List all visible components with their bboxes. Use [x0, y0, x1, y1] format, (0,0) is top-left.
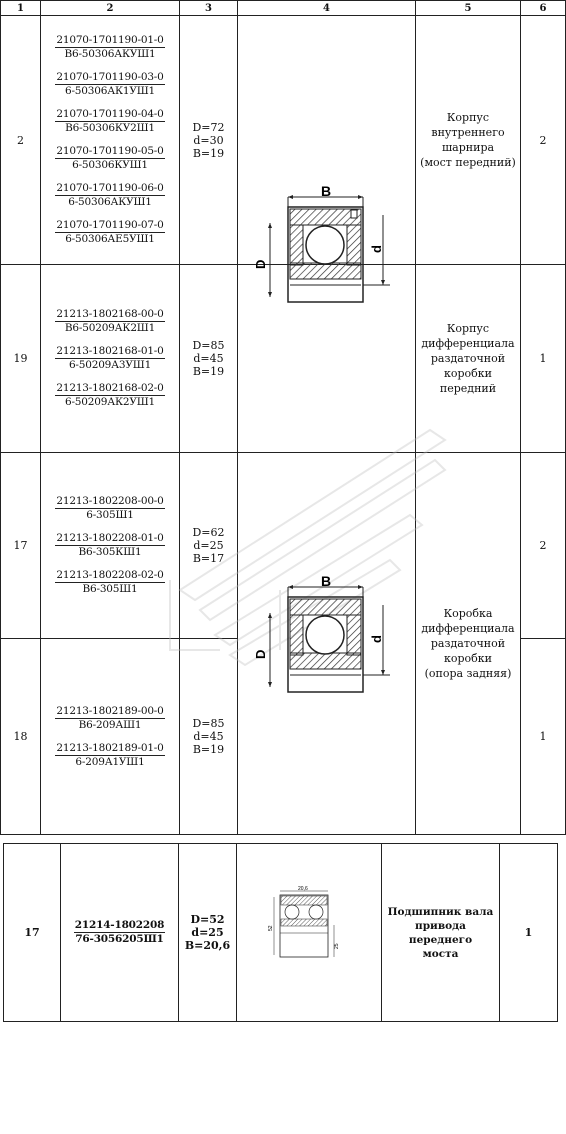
part-code: 21214-1802208 76-3056205Ш1: [74, 919, 165, 945]
dimensions-cell: [180, 16, 238, 265]
quantity-cell: 2: [521, 16, 566, 265]
part-codes-cell: [41, 265, 180, 453]
description-cell: Коробка дифференциала раздаточной коробки (опора задняя): [416, 453, 521, 835]
dimensions-cell: [180, 639, 238, 835]
position-number: 19: [1, 265, 41, 453]
position-number: 17: [4, 844, 61, 1022]
quantity-cell: 2: [521, 453, 566, 639]
quantity-cell: 1: [500, 844, 558, 1022]
part-code: 21213-1802189-01-0 6-209А1УШ1: [56, 741, 164, 768]
part-code: 21070-1701190-05-0 6-50306КУШ1: [56, 145, 164, 171]
dim-inner: d=25: [191, 926, 224, 939]
bearing-drawing-3: [268, 885, 348, 965]
part-codes-cell: [41, 639, 180, 835]
part-code: 21213-1802208-00-0 6-305Ш1: [56, 495, 164, 521]
description-cell: Корпус дифференциала раздаточной коробки передний: [416, 265, 521, 453]
part-code: 21070-1701190-07-0 6-50306АЕ5УШ1: [56, 219, 164, 245]
part-code: 21070-1701190-03-0 6-50306АК1УШ1: [56, 71, 164, 97]
label-D: D: [253, 649, 268, 659]
label-width: 20,6: [298, 886, 308, 892]
part-codes-cell: [41, 453, 180, 639]
part-codes-cell: [61, 844, 179, 1022]
label-B: B: [321, 573, 332, 589]
dimensions-cell: [180, 453, 238, 639]
label-inner: 25: [334, 943, 340, 949]
part-codes-cell: [41, 16, 180, 265]
part-code: 21213-1802168-02-0 6-50209АК2УШ1: [56, 382, 164, 408]
part-code: 21213-1802208-01-0 В6-305КШ1: [56, 532, 164, 558]
dim-outer: D=62: [192, 526, 225, 539]
label-outer: 52: [268, 925, 274, 931]
dim-outer: D=85: [192, 339, 225, 352]
label-D: D: [253, 259, 268, 269]
part-code: 21213-1802168-00-0 В6-50209АК2Ш1: [56, 308, 164, 334]
part-code: 21070-1701190-01-0 В6-50306АКУШ1: [56, 34, 164, 60]
dim-width: B=19: [192, 743, 225, 756]
quantity-cell: 1: [521, 639, 566, 835]
position-number: 18: [1, 639, 41, 835]
label-d: d: [369, 245, 384, 253]
dim-outer: D=72: [192, 120, 225, 134]
bearing-drawing-1: [255, 185, 395, 310]
part-code: 21070-1701190-06-0 6-50306АКУШ1: [56, 182, 164, 208]
dim-outer: D=85: [192, 717, 225, 730]
bearing-drawing-2: [255, 575, 395, 700]
description-cell: Подшипник вала привода переднего моста: [382, 844, 500, 1022]
header-col-4: 4: [238, 1, 416, 16]
header-col-2: 2: [41, 1, 180, 16]
dim-inner: d=25: [193, 539, 224, 552]
dim-inner: d=45: [193, 730, 224, 743]
dim-width: B=17: [192, 552, 225, 565]
dim-outer: D=52: [190, 913, 225, 926]
quantity-cell: 1: [521, 265, 566, 453]
label-d: d: [369, 635, 384, 643]
dim-inner: d=45: [193, 352, 224, 365]
part-code: 21213-1802189-00-0 В6-209АШ1: [56, 704, 164, 731]
position-number: 17: [1, 453, 41, 639]
dimensions-cell: [180, 265, 238, 453]
dim-width: B=20,6: [184, 939, 231, 952]
label-B: B: [321, 183, 332, 199]
description-cell: Корпус внутреннего шарнира (мост передний): [416, 16, 521, 265]
part-code: 21213-1802208-02-0 В6-305Ш1: [56, 569, 164, 595]
header-row: [1, 1, 566, 16]
dim-inner: d=30: [193, 133, 224, 147]
part-code: 21213-1802168-01-0 6-50209А3УШ1: [56, 345, 164, 371]
dim-width: B=19: [192, 365, 225, 378]
position-number: 2: [1, 16, 41, 265]
dim-width: B=19: [192, 146, 225, 160]
header-col-6: 6: [521, 1, 566, 16]
part-code: 21070-1701190-04-0 В6-50306КУ2Ш1: [56, 108, 164, 134]
header-col-5: 5: [416, 1, 521, 16]
header-col-3: 3: [180, 1, 238, 16]
dimensions-cell: [179, 844, 237, 1022]
header-col-1: 1: [1, 1, 41, 16]
